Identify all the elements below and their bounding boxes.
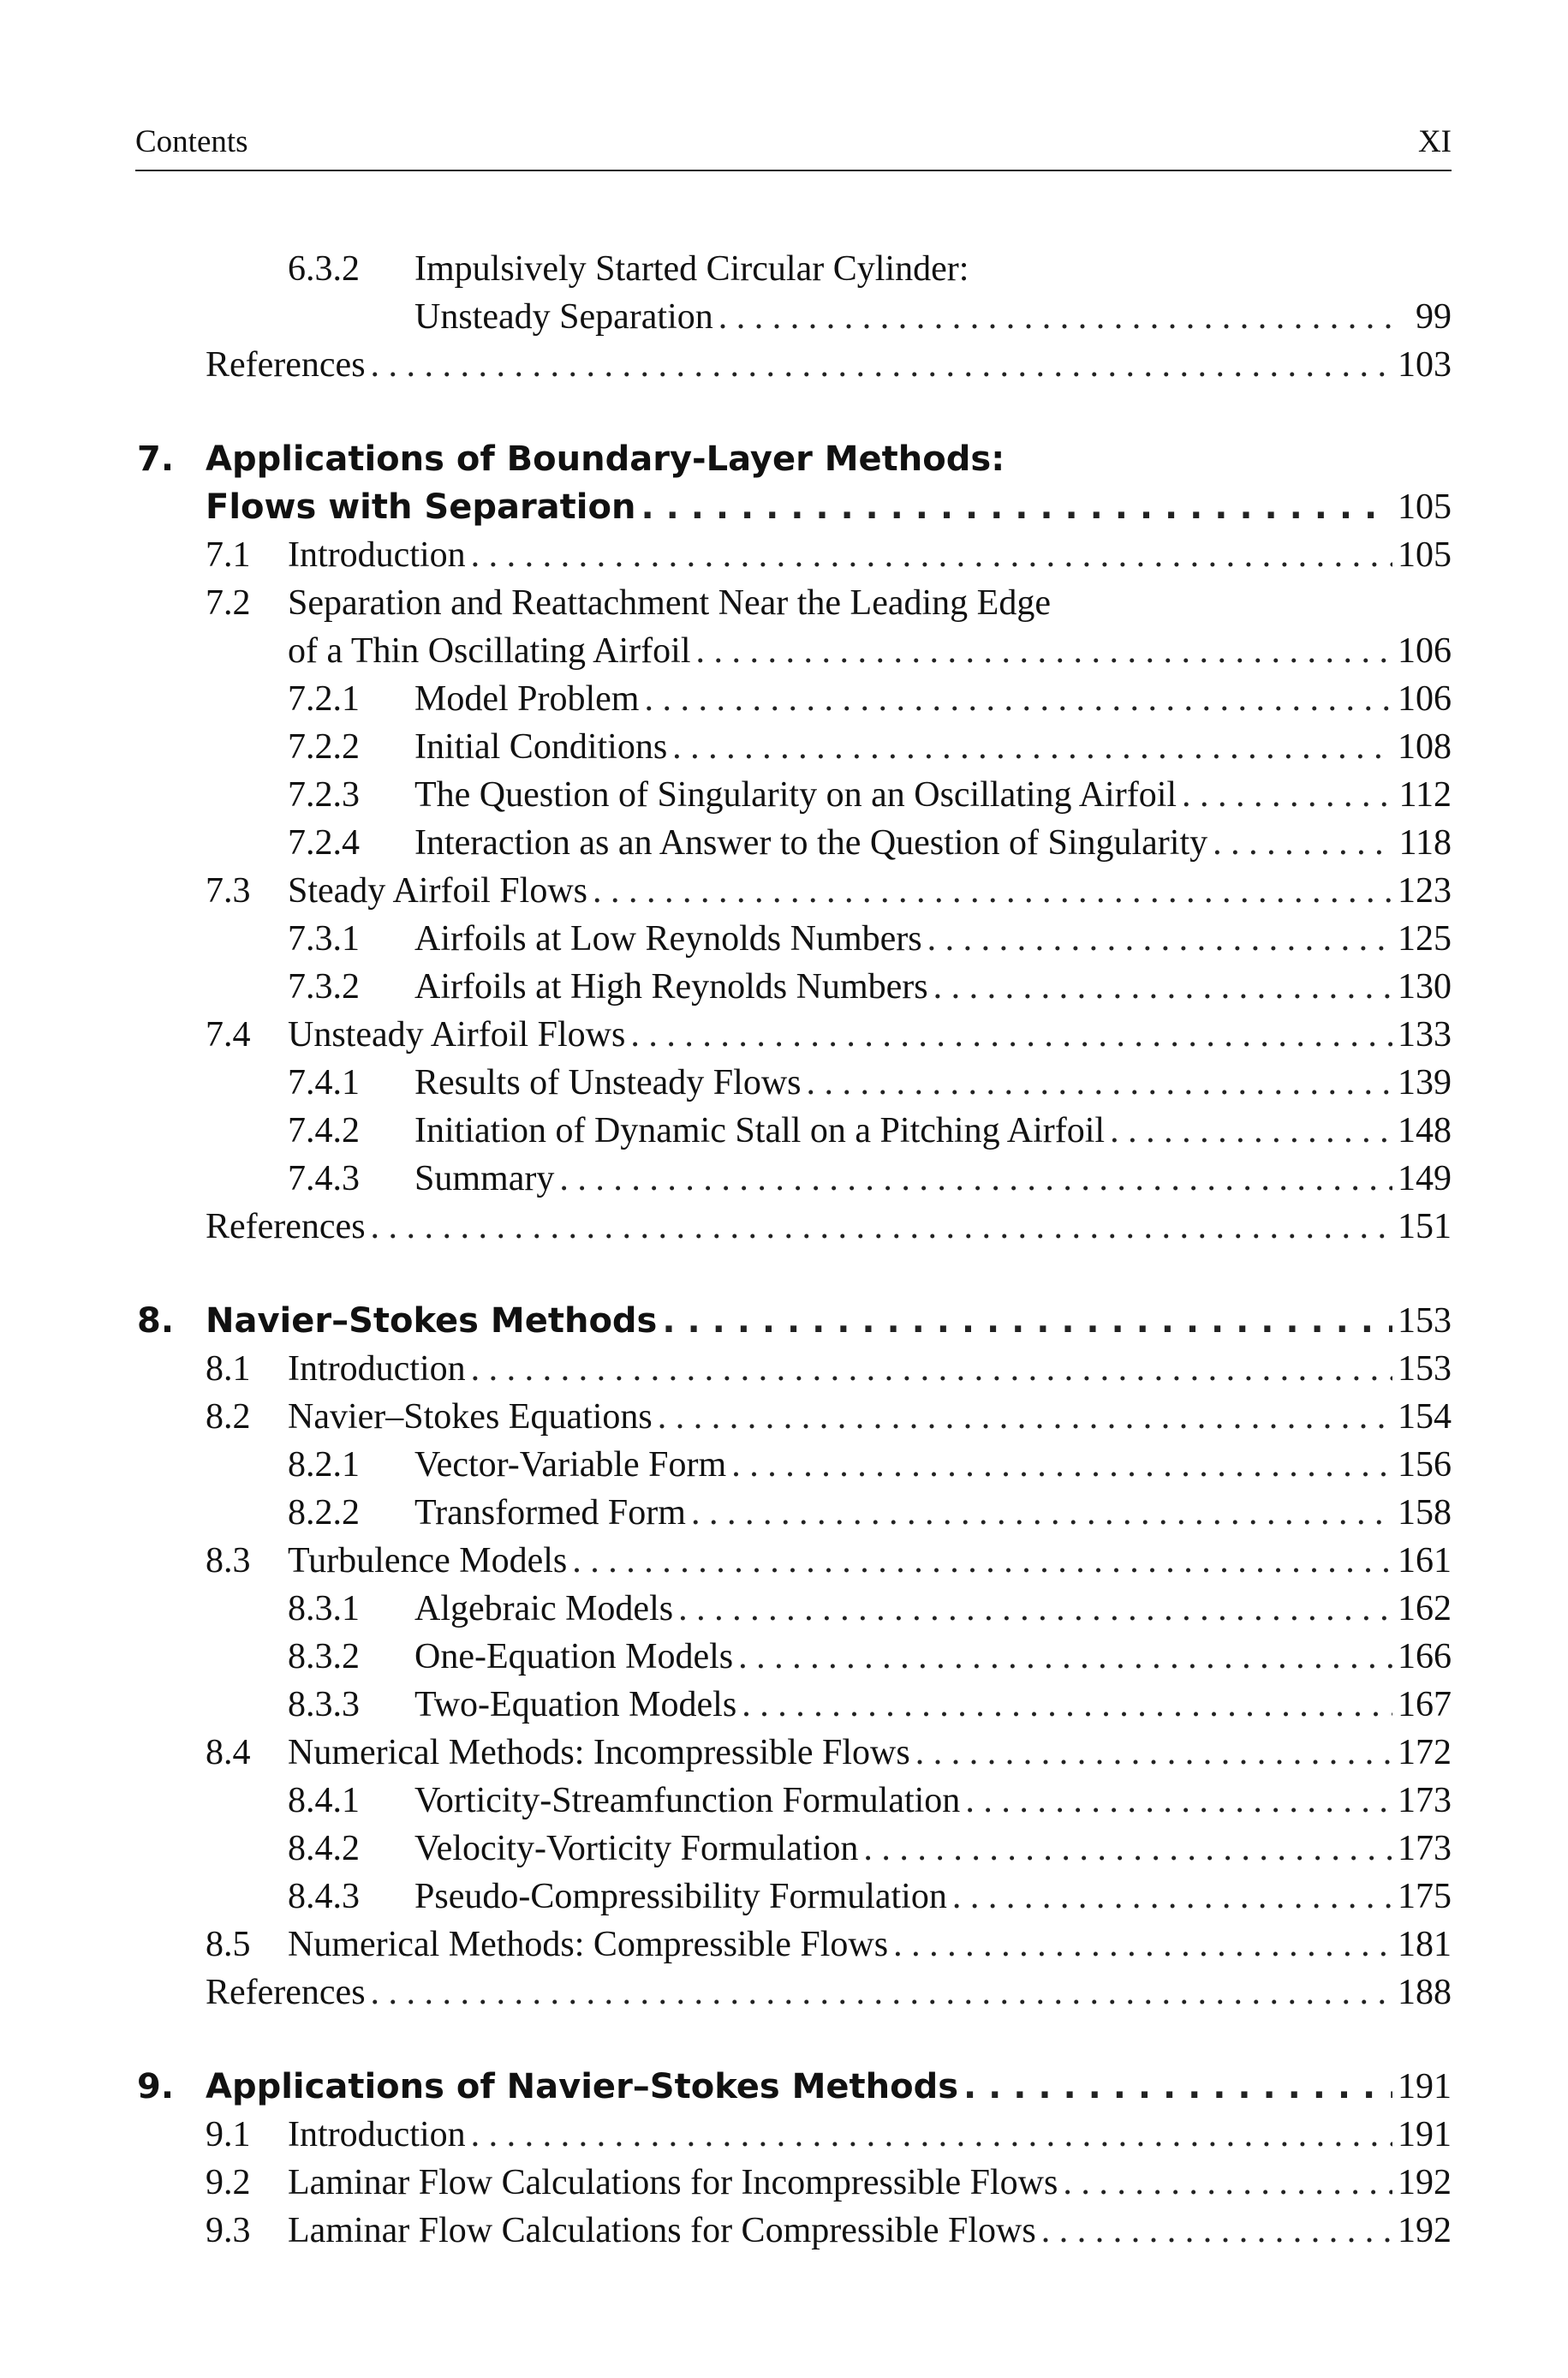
entry-title: Unsteady Airfoil Flows [288, 1015, 626, 1055]
entry-number: 8.2.2 [288, 1493, 360, 1533]
entry-title: One-Equation Models [414, 1637, 734, 1676]
dot-leader [963, 2062, 1392, 2112]
entry-page: 191 [1398, 2067, 1452, 2106]
entry-number: 8.5 [206, 1925, 251, 1964]
entry-title: References [206, 1207, 366, 1246]
entry-page: 153 [1398, 1349, 1452, 1389]
toc-entry [288, 674, 1452, 724]
entry-title: Summary [414, 1159, 555, 1198]
entry-page: 106 [1398, 631, 1452, 671]
toc-entry [206, 530, 1452, 580]
toc-entry [288, 1106, 1452, 1156]
entry-number: 8.3.3 [288, 1685, 360, 1724]
entry-number: 7.2.3 [288, 775, 360, 815]
toc-entry [206, 1202, 1452, 1252]
entry-page: 192 [1398, 2163, 1452, 2202]
toc-entry [288, 1632, 1452, 1682]
entry-title: Model Problem [414, 679, 640, 719]
toc-chapter [206, 434, 1452, 484]
dot-leader [662, 1296, 1392, 1346]
dot-leader [742, 1680, 1392, 1730]
toc-entry [288, 770, 1452, 820]
chapter-title: Applications of Boundary-Layer Methods: [206, 439, 1005, 479]
entry-page: 125 [1398, 919, 1452, 959]
entry-page: 188 [1398, 1973, 1452, 2012]
toc-entry [206, 1392, 1452, 1442]
entry-title: References [206, 345, 366, 385]
entry-number: 7.3.2 [288, 967, 360, 1007]
chapter-title: Flows with Separation [206, 487, 636, 527]
entry-page: 172 [1398, 1733, 1452, 1772]
entry-title: Airfoils at High Reynolds Numbers [414, 967, 928, 1007]
entry-page: 103 [1398, 345, 1452, 385]
dot-leader [471, 1344, 1392, 1394]
dot-leader [630, 1010, 1392, 1060]
entry-page: 133 [1398, 1015, 1452, 1055]
dot-leader [641, 482, 1392, 532]
toc-entry [288, 722, 1452, 772]
entry-title: Vector-Variable Form [414, 1445, 727, 1485]
entry-title: Laminar Flow Calculations for Incompressible Flows [288, 2163, 1058, 2202]
entry-title: Steady Airfoil Flows [288, 871, 588, 911]
dot-leader [371, 1202, 1392, 1252]
entry-number: 8.4.1 [288, 1781, 360, 1820]
entry-page: 112 [1398, 775, 1452, 815]
dot-leader [718, 292, 1398, 342]
entry-page: 99 [1416, 297, 1452, 337]
entry-title: Introduction [288, 535, 466, 575]
dot-leader [1110, 1106, 1392, 1156]
toc-entry [288, 1440, 1452, 1490]
entry-number: 8.4 [206, 1733, 251, 1772]
running-header-title: Contents [135, 124, 248, 159]
toc-entry [414, 292, 1452, 342]
dot-leader [915, 1728, 1392, 1778]
entry-page: 192 [1398, 2211, 1452, 2250]
toc-entry [288, 1058, 1452, 1108]
chapter-title: Applications of Navier–Stokes Methods [206, 2067, 959, 2106]
chapter-number: 8. [137, 1301, 175, 1341]
toc-chapter [206, 1296, 1452, 1346]
entry-number: 8.3.1 [288, 1589, 360, 1628]
entry-page: 191 [1398, 2115, 1452, 2154]
toc-entry [288, 962, 1452, 1012]
dot-leader [927, 914, 1392, 964]
entry-page: 173 [1398, 1781, 1452, 1820]
dot-leader [1182, 770, 1394, 820]
toc-entry [288, 1680, 1452, 1730]
entry-number: 8.1 [206, 1349, 251, 1389]
entry-title: of a Thin Oscillating Airfoil [288, 631, 691, 671]
entry-title: The Question of Singularity on an Oscillating Airfoil [414, 775, 1177, 815]
entry-number: 7.2 [206, 583, 251, 623]
entry-page: 175 [1398, 1877, 1452, 1916]
toc-entry [206, 1920, 1452, 1969]
entry-number: 7.3 [206, 871, 251, 911]
toc-entry [206, 1728, 1452, 1778]
entry-title: Impulsively Started Circular Cylinder: [414, 249, 969, 289]
entry-title: Results of Unsteady Flows [414, 1063, 802, 1102]
toc-entry [206, 866, 1452, 916]
entry-page: 173 [1398, 1829, 1452, 1868]
entry-title: Airfoils at Low Reynolds Numbers [414, 919, 922, 959]
toc-entry [206, 1344, 1452, 1394]
entry-page: 130 [1398, 967, 1452, 1007]
dot-leader [371, 340, 1392, 390]
entry-title: Pseudo-Compressibility Formulation [414, 1877, 947, 1916]
entry-title: Initiation of Dynamic Stall on a Pitching Airfoil [414, 1111, 1106, 1150]
toc-entry [288, 1872, 1452, 1921]
chapter-title: Navier–Stokes Methods [206, 1301, 658, 1341]
entry-title: Initial Conditions [414, 727, 668, 767]
page-number-roman: XI [1417, 124, 1452, 159]
entry-page: 154 [1398, 1397, 1452, 1437]
dot-leader [1063, 2158, 1392, 2208]
entry-title: Two-Equation Models [414, 1685, 737, 1724]
toc-entry [288, 626, 1452, 676]
toc-chapter [206, 2062, 1452, 2112]
dot-leader [572, 1536, 1392, 1586]
entry-title: Introduction [288, 1349, 466, 1389]
entry-page: 151 [1398, 1207, 1452, 1246]
toc-entry [288, 244, 1452, 294]
entry-title: Navier–Stokes Equations [288, 1397, 653, 1437]
dot-leader [1213, 818, 1393, 868]
entry-number: 7.4.3 [288, 1159, 360, 1198]
toc-entry [206, 1536, 1452, 1586]
entry-page: 149 [1398, 1159, 1452, 1198]
toc-entry [288, 1776, 1452, 1825]
entry-title: Turbulence Models [288, 1541, 568, 1580]
toc-entry [288, 914, 1452, 964]
chapter-number: 7. [137, 439, 175, 479]
entry-number: 9.2 [206, 2163, 251, 2202]
dot-leader [371, 1968, 1392, 2017]
entry-page: 158 [1398, 1493, 1452, 1533]
toc-entry [206, 2206, 1452, 2256]
entry-title: Numerical Methods: Compressible Flows [288, 1925, 889, 1964]
entry-page: 106 [1398, 679, 1452, 719]
entry-page: 167 [1398, 1685, 1452, 1724]
entry-title: Vorticity-Streamfunction Formulation [414, 1781, 961, 1820]
toc-entry [206, 340, 1452, 390]
entry-page: 139 [1398, 1063, 1452, 1102]
dot-leader [1041, 2206, 1392, 2256]
entry-number: 7.3.1 [288, 919, 360, 959]
toc-entry [206, 2158, 1452, 2208]
entry-number: 7.4 [206, 1015, 251, 1055]
dot-leader [696, 626, 1393, 676]
entry-page: 148 [1398, 1111, 1452, 1150]
entry-number: 7.2.4 [288, 823, 360, 863]
entry-number: 9.3 [206, 2211, 251, 2250]
entry-title: Unsteady Separation [414, 297, 713, 337]
entry-title: Interaction as an Answer to the Question of Singularity [414, 823, 1208, 863]
toc-entry [288, 1824, 1452, 1873]
toc-chapter [206, 482, 1452, 532]
dot-leader [893, 1920, 1392, 1969]
entry-page: 156 [1398, 1445, 1452, 1485]
dot-leader [678, 1584, 1392, 1634]
entry-number: 8.2.1 [288, 1445, 360, 1485]
toc-entry [206, 2110, 1452, 2160]
entry-number: 7.1 [206, 535, 251, 575]
entry-number: 8.4.2 [288, 1829, 360, 1868]
chapter-number: 9. [137, 2067, 175, 2106]
entry-number: 7.4.1 [288, 1063, 360, 1102]
dot-leader [738, 1632, 1392, 1682]
toc-entry [206, 1968, 1452, 2017]
entry-page: 105 [1398, 487, 1452, 527]
entry-number: 8.3.2 [288, 1637, 360, 1676]
entry-page: 108 [1398, 727, 1452, 767]
entry-title: Numerical Methods: Incompressible Flows [288, 1733, 910, 1772]
entry-page: 162 [1398, 1589, 1452, 1628]
entry-page: 166 [1398, 1637, 1452, 1676]
dot-leader [471, 2110, 1392, 2160]
entry-number: 8.3 [206, 1541, 251, 1580]
entry-number: 7.4.2 [288, 1111, 360, 1150]
dot-leader [691, 1488, 1392, 1538]
dot-leader [965, 1776, 1392, 1825]
toc-entry [288, 1584, 1452, 1634]
entry-number: 6.3.2 [288, 249, 360, 289]
dot-leader [593, 866, 1392, 916]
entry-title: Velocity-Vorticity Formulation [414, 1829, 859, 1868]
entry-title: Algebraic Models [414, 1589, 674, 1628]
dot-leader [658, 1392, 1392, 1442]
entry-page: 105 [1398, 535, 1452, 575]
dot-leader [952, 1872, 1392, 1921]
dot-leader [471, 530, 1392, 580]
dot-leader [644, 674, 1392, 724]
entry-title: Separation and Reattachment Near the Leading Edge [288, 583, 1051, 623]
dot-leader [863, 1824, 1392, 1873]
toc-entry [288, 818, 1452, 868]
dot-leader [933, 962, 1392, 1012]
toc-entry [206, 1010, 1452, 1060]
entry-title: Transformed Form [414, 1493, 686, 1533]
entry-page: 118 [1398, 823, 1452, 863]
toc-entry [288, 1154, 1452, 1204]
dot-leader [807, 1058, 1393, 1108]
toc-entry [288, 1488, 1452, 1538]
dot-leader [672, 722, 1392, 772]
entry-number: 9.1 [206, 2115, 251, 2154]
entry-number: 7.2.1 [288, 679, 360, 719]
dot-leader [731, 1440, 1392, 1490]
entry-title: Introduction [288, 2115, 466, 2154]
toc-entry [206, 578, 1452, 628]
entry-number: 8.4.3 [288, 1877, 360, 1916]
entry-page: 153 [1398, 1301, 1452, 1341]
entry-number: 8.2 [206, 1397, 251, 1437]
entry-page: 181 [1398, 1925, 1452, 1964]
entry-page: 161 [1398, 1541, 1452, 1580]
entry-title: References [206, 1973, 366, 2012]
entry-page: 123 [1398, 871, 1452, 911]
entry-title: Laminar Flow Calculations for Compressible Flows [288, 2211, 1036, 2250]
dot-leader [559, 1154, 1392, 1204]
entry-number: 7.2.2 [288, 727, 360, 767]
